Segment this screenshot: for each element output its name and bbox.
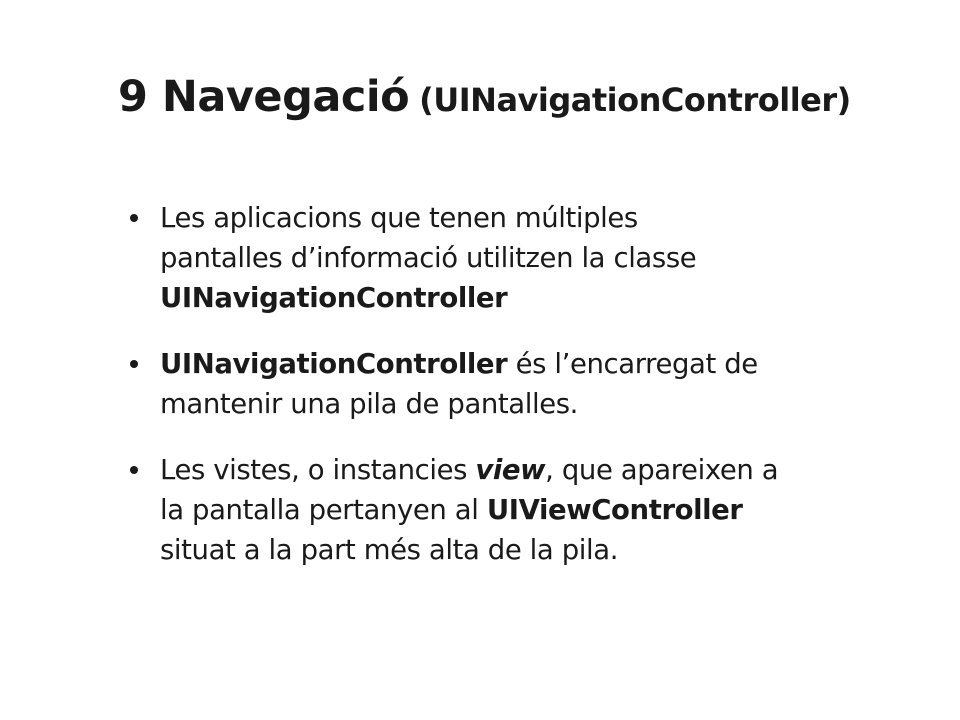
bullet-item-2 <box>130 344 945 424</box>
bullet-1-line-2: pantalles d’informació utilitzen la classe <box>160 242 697 274</box>
bullet-dot-icon <box>130 360 138 368</box>
bullet-3-line-3: situat a la part més alta de la pila. <box>160 534 619 566</box>
title-main: 9 Navegació <box>118 72 410 122</box>
slide-title <box>118 72 851 122</box>
bullet-3-line-1-pre: Les vistes, o instancies <box>160 454 476 486</box>
bullet-3-italic-term: view <box>475 454 546 486</box>
bullet-3-line-2-pre: la pantalla pertanyen al <box>160 494 487 526</box>
bullet-2-line-2: mantenir una pila de pantalles. <box>160 388 579 420</box>
bullet-3-bold-term: UIViewController <box>486 494 743 526</box>
bullet-item-3 <box>130 450 945 570</box>
bullet-dot-icon <box>130 466 138 474</box>
bullet-1-line-3: UINavigationController <box>160 282 508 314</box>
title-subtitle: (UINavigationController) <box>419 81 851 119</box>
bullet-3-line-1-post: , que apareixen a <box>545 454 779 486</box>
bullet-dot-icon <box>130 214 138 222</box>
bullet-2-bold-term: UINavigationController <box>160 348 508 380</box>
bullet-item-1 <box>130 198 945 318</box>
bullet-list <box>130 198 945 570</box>
bullet-1-line-1: Les aplicacions que tenen múltiples <box>160 202 638 234</box>
bullet-2-line-1-rest: és l’encarregat de <box>507 348 758 380</box>
